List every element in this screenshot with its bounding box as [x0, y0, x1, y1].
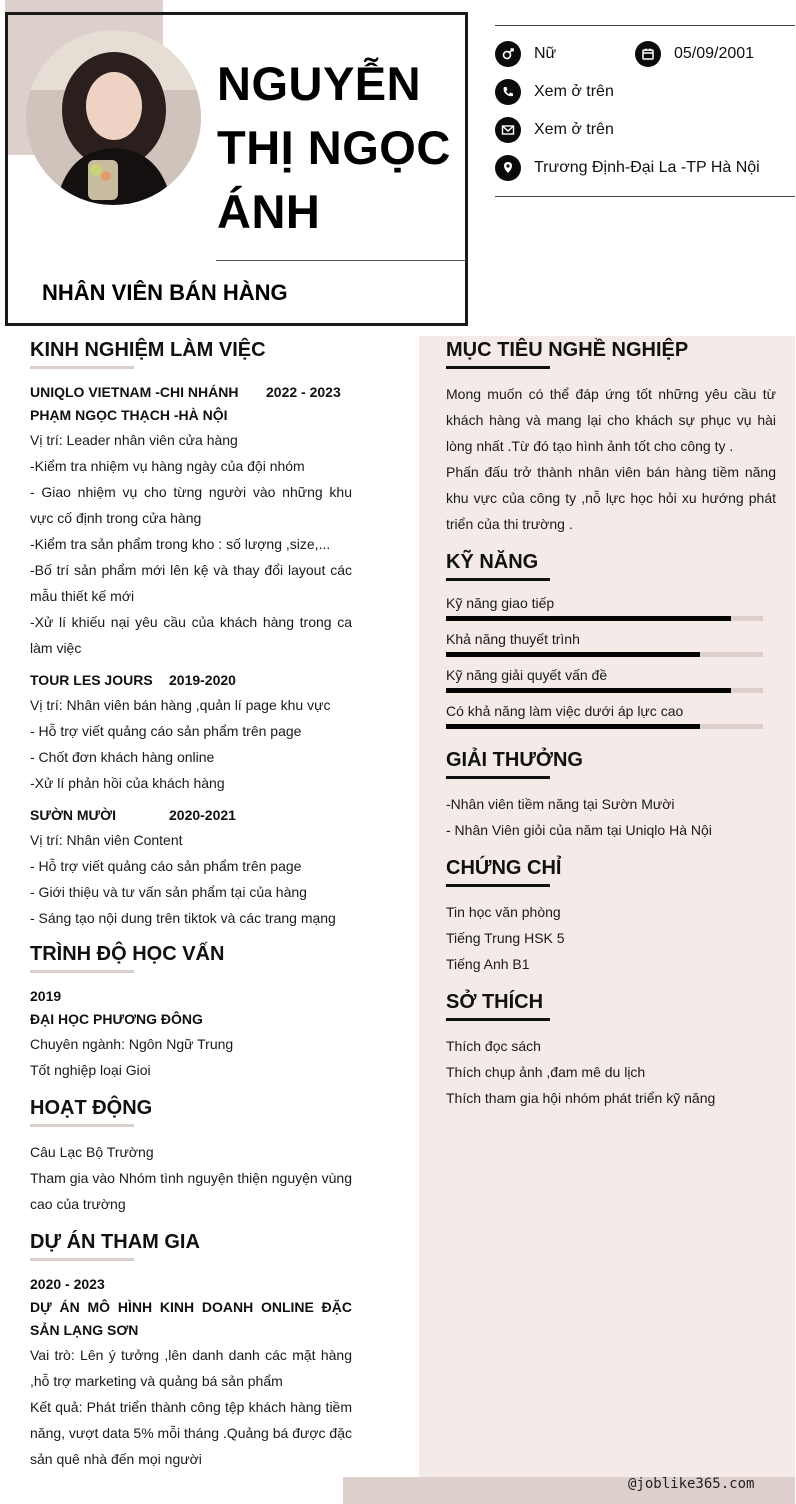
hobby-item: Thích chụp ảnh ,đam mê du lịch	[446, 1064, 646, 1080]
profile-photo	[26, 30, 201, 205]
skill-bar-track	[446, 652, 763, 657]
skill-name: Có khả năng làm việc dưới áp lực cao	[446, 703, 684, 719]
phone-value: Xem ở trên	[534, 83, 614, 100]
project-role: Vai trò: Lên ý tưởng ,lên danh danh các mặt hàng ,hỗ trợ marketing và quảng bá sản phẩm	[30, 1347, 352, 1389]
contact-phone	[495, 79, 614, 105]
job-detail: - Giới thiệu và tư vấn sản phẩm tại của hàng	[30, 884, 307, 900]
skill-bar-track	[446, 724, 763, 729]
location-pin-icon	[495, 155, 521, 181]
skill-item	[446, 593, 776, 621]
job-years: 2020-2021	[169, 807, 236, 823]
job-detail: Vị trí: Leader nhân viên cửa hàng	[30, 432, 238, 448]
job-company: UNIQLO VIETNAM -CHI NHÁNH	[30, 384, 239, 400]
skill-name: Kỹ năng giải quyết vấn đề	[446, 667, 608, 683]
certificate-item: Tiếng Trung HSK 5	[446, 930, 565, 946]
job-company-line-2: PHẠM NGỌC THẠCH -HÀ NỘI	[30, 407, 228, 423]
awards-title: GIẢI THƯỞNG	[446, 749, 583, 771]
contact-birthday	[635, 41, 754, 67]
name-divider	[216, 260, 466, 261]
contact-gender	[495, 41, 556, 67]
contact-email	[495, 117, 614, 143]
project-years: 2020 - 2023	[30, 1276, 105, 1292]
skill-bar-track	[446, 616, 763, 621]
gender-icon	[495, 41, 521, 67]
skill-bar-fill	[446, 616, 731, 621]
certificates-underline	[446, 884, 550, 887]
education-grade: Tốt nghiệp loại Gioi	[30, 1062, 151, 1078]
hobby-item: Thích đọc sách	[446, 1038, 541, 1054]
award-item: -Nhân viên tiềm năng tại Sườn Mười	[446, 796, 675, 812]
right-column	[446, 337, 776, 1111]
skills-title: KỸ NĂNG	[446, 551, 539, 573]
objective-paragraph-2: Phấn đấu trở thành nhân viên bán hàng tiềm năng khu vực của công ty ,nỗ lực học hỏi xu hướng phát triển của thi trường .	[446, 464, 776, 532]
name-line-3: ÁNH	[217, 185, 321, 238]
job-detail: -Kiểm tra nhiệm vụ hàng ngày của đội nhóm	[30, 458, 305, 474]
job-detail: -Bố trí sản phẩm mới lên kệ và thay đổi layout các mẫu thiết kế mới	[30, 562, 352, 604]
job-company: TOUR LES JOURS	[30, 672, 153, 688]
calendar-icon	[635, 41, 661, 67]
job-suon-muoi	[30, 804, 352, 931]
job-detail: Vị trí: Nhân viên Content	[30, 832, 183, 848]
job-uniqlo	[30, 381, 352, 661]
skills-list	[446, 593, 776, 729]
skill-bar-fill	[446, 652, 700, 657]
objective-paragraph-1: Mong muốn có thể đáp ứng tốt những yêu cầu từ khách hàng và mang lại cho khách sự phục vụ hài lòng nhất .Từ đó tạo hình ảnh tốt cho công ty .	[446, 386, 776, 454]
certificates-title: CHỨNG CHỈ	[446, 857, 562, 879]
job-detail: -Xử lí phản hồi của khách hàng	[30, 775, 225, 791]
education-underline	[30, 970, 134, 973]
job-detail: - Sáng tạo nội dung trên tiktok và các trang mạng	[30, 910, 336, 926]
email-icon	[495, 117, 521, 143]
job-detail: -Xử lí khiếu nại yêu cầu của khách hàng trong ca làm việc	[30, 614, 352, 656]
job-detail: -Kiểm tra sản phẩm trong kho : số lượng ,size,...	[30, 536, 331, 552]
projects-title: DỰ ÁN THAM GIA	[30, 1231, 200, 1253]
education-year: 2019	[30, 988, 62, 1004]
job-detail: - Hỗ trợ viết quảng cáo sản phẩm trên page	[30, 858, 302, 874]
job-detail: - Hỗ trợ viết quảng cáo sản phẩm trên page	[30, 723, 302, 739]
skill-bar-fill	[446, 688, 731, 693]
contact-divider-top	[495, 25, 795, 26]
activity-item: Tham gia vào Nhóm tình nguyện thiện nguyện vùng cao của trường	[30, 1170, 352, 1212]
project-name: DỰ ÁN MÔ HÌNH KINH DOANH ONLINE ĐẶC SẢN LẠNG SƠN	[30, 1299, 352, 1338]
email-value: Xem ở trên	[534, 121, 614, 138]
skill-bar-track	[446, 688, 763, 693]
name-line-1: NGUYỄN	[217, 57, 422, 110]
skill-item	[446, 629, 776, 657]
objective-title: MỤC TIÊU NGHỀ NGHIỆP	[446, 339, 689, 361]
left-column	[30, 337, 352, 1472]
objective-underline	[446, 366, 550, 369]
award-item: - Nhân Viên giỏi của năm tại Uniqlo Hà Nội	[446, 822, 712, 838]
job-title: NHÂN VIÊN BÁN HÀNG	[42, 280, 288, 305]
hobbies-underline	[446, 1018, 550, 1021]
activity-item: Câu Lạc Bộ Trường	[30, 1144, 154, 1160]
job-detail: - Chốt đơn khách hàng online	[30, 749, 215, 765]
job-company: SƯỜN MƯỜI	[30, 807, 117, 823]
activities-title: HOẠT ĐỘNG	[30, 1097, 153, 1119]
education-title: TRÌNH ĐỘ HỌC VẤN	[30, 943, 225, 965]
job-years: 2022 - 2023	[266, 384, 341, 400]
contact-address	[495, 155, 760, 181]
projects-underline	[30, 1258, 134, 1261]
birthday-value: 05/09/2001	[674, 45, 755, 62]
name-line-2: THỊ NGỌC	[217, 121, 451, 174]
awards-underline	[446, 776, 550, 779]
contact-divider-bottom	[495, 196, 795, 197]
certificate-item: Tin học văn phòng	[446, 904, 561, 920]
activities-underline	[30, 1124, 134, 1127]
skill-item	[446, 701, 776, 729]
education-school: ĐẠI HỌC PHƯƠNG ĐÔNG	[30, 1011, 203, 1027]
certificate-item: Tiếng Anh B1	[446, 956, 530, 972]
job-tour-les-jours	[30, 669, 352, 796]
skill-name: Kỹ năng giao tiếp	[446, 595, 555, 611]
gender-value: Nữ	[534, 45, 557, 62]
experience-underline	[30, 366, 134, 369]
phone-icon	[495, 79, 521, 105]
skills-underline	[446, 578, 550, 581]
job-years: 2019-2020	[169, 672, 236, 688]
skill-item	[446, 665, 776, 693]
skill-bar-fill	[446, 724, 700, 729]
job-detail: - Giao nhiệm vụ cho từng người vào những khu vực cố định trong cửa hàng	[30, 484, 352, 526]
job-detail: Vị trí: Nhân viên bán hàng ,quản lí page khu vực	[30, 697, 331, 713]
hobby-item: Thích tham gia hội nhóm phát triển kỹ năng	[446, 1090, 716, 1106]
footer-brand: @joblike365.com	[628, 1476, 755, 1492]
skill-name: Khả năng thuyết trình	[446, 631, 580, 647]
education-major: Chuyên ngành: Ngôn Ngữ Trung	[30, 1036, 234, 1052]
candidate-name	[217, 52, 457, 244]
project-result: Kết quả: Phát triển thành công tệp khách hàng tiềm năng, vượt data 5% mỗi tháng .Quảng bá được đặc sản quê nhà đến mọi người	[30, 1399, 352, 1467]
address-value: Trương Định-Đại La -TP Hà Nội	[534, 159, 760, 176]
experience-title: KINH NGHIỆM LÀM VIỆC	[30, 339, 266, 361]
hobbies-title: SỞ THÍCH	[446, 991, 544, 1013]
